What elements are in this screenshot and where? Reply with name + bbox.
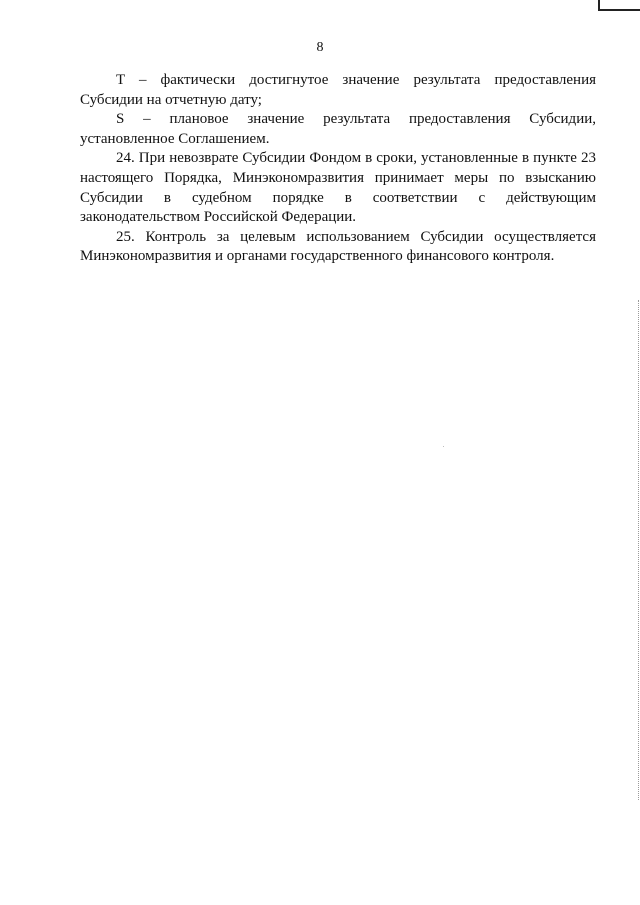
paragraph-t-definition: T – фактически достигнутое значение результата предоставления Субсидии на отчетную дату; (80, 72, 596, 108)
scan-edge-artifact (638, 300, 639, 800)
scan-speck (443, 446, 444, 447)
page-number: 8 (316, 40, 324, 55)
paragraph-s-definition: S – плановое значение результата предоставления Субсидии, установленное Соглашением. (80, 111, 596, 147)
scan-corner-mark (598, 0, 640, 11)
paragraph-24: 24. При невозврате Субсидии Фондом в сроки, установленные в пункте 23 настоящего Порядка, Минэкономразвития принимает меры по взысканию Субсидии в судебном порядке в соответствии с действующим законодательством Российской Федерации. (80, 150, 596, 226)
body-text (80, 71, 596, 267)
paragraph-25: 25. Контроль за целевым использованием Субсидии осуществляется Минэкономразвития и органами государственного финансового контроля. (80, 228, 596, 265)
